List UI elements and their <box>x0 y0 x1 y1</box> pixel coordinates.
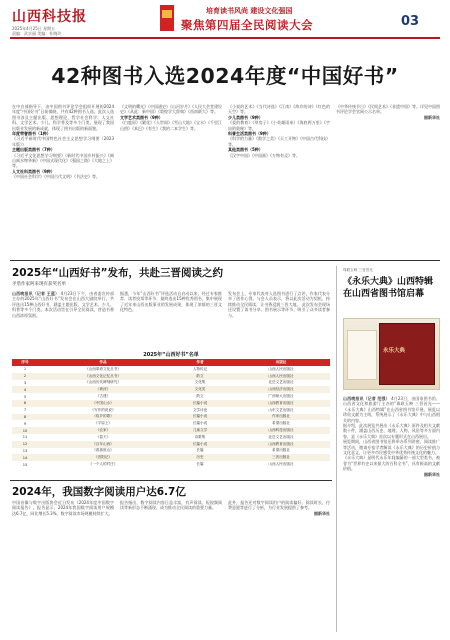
book-title: 《百年山西》 <box>38 441 168 448</box>
masthead-logo: 山西科技报 <box>12 9 87 25</box>
paragraph: 《汉字中国》《中国画》《万物有灵》等。 <box>228 152 300 158</box>
row-number: 10 <box>12 427 38 434</box>
column-divider <box>336 266 337 632</box>
book-title: 《平原上》 <box>94 421 112 426</box>
column-header: 作者 <box>168 359 232 366</box>
page-number: 03 <box>401 14 420 29</box>
paragraph: 发布会上，专家代表对入选图书进行了点评，作家代表分享了创作心得。与会人员表示，将以此次活动为契机，持续推动全民阅读，让书香浸润三晋大地。 <box>228 291 330 307</box>
book-genre: 诗歌集 <box>194 434 206 439</box>
right-title-line: 《永乐大典》山西特辑 <box>343 277 434 287</box>
article3-col3 <box>228 500 330 632</box>
editor-line: 责编：武京丽 美编：杜晓玲 <box>12 31 62 36</box>
book-genre: 历史 <box>168 454 232 461</box>
article1-col4 <box>336 104 440 256</box>
book-title: 《春天》 <box>95 434 111 439</box>
article2-col2 <box>120 291 222 347</box>
publisher: 山西教育出版社 <box>232 441 330 448</box>
section-heading: 年度荣誉图书（1种） <box>12 131 51 137</box>
publisher: 希望出版社 <box>272 448 290 453</box>
column-header: 作品 <box>38 359 168 366</box>
book-genre: 人物传记 <box>192 366 208 371</box>
book-genre: 长篇 <box>196 462 204 467</box>
publisher: 山西人民出版社 <box>268 462 294 467</box>
column-header: 出版社 <box>232 359 330 366</box>
row-number: 15 <box>22 462 28 467</box>
article1-col2 <box>120 104 222 256</box>
paragraph: 《中华传统节日》《民间艺术》《非遗中国》等。详见中国图书评论学会官网公示名单。 <box>336 104 440 115</box>
book-genre: 长篇小说 <box>168 441 232 448</box>
row-number: 8 <box>12 414 38 421</box>
book-title: 《山西历代碑刻研究》 <box>85 380 121 385</box>
book-title: 《山西文化记忆丛书》 <box>38 373 168 380</box>
book-genre: 文化类 <box>168 386 232 393</box>
article2-title: 2025年“山西好书”发布，共赴三晋阅读之约 <box>12 267 224 279</box>
publisher: 北岳文艺出版社 <box>268 380 294 385</box>
publisher: 广西师大出版社 <box>268 394 294 399</box>
book-title: 《农家》 <box>38 427 168 434</box>
table-row <box>12 373 330 380</box>
book-title: 《中国山水》 <box>38 400 168 407</box>
publisher: 希望出版社 <box>272 421 290 426</box>
right-title <box>343 276 440 300</box>
paragraph: 《习近平文化思想学习纲要》《新时代中国乡村振兴》《闽山闽水物华新》《中国式现代化》《强国之路》《大地之上》等。 <box>12 152 114 169</box>
banner-title: 聚焦第四届全民阅读大会 <box>181 18 313 32</box>
header-rule <box>10 37 440 39</box>
publisher: 山西人民出版社 <box>268 366 294 371</box>
section-heading: 少儿类图书（9种） <box>228 114 263 120</box>
table-row <box>12 448 330 455</box>
table-row <box>12 393 330 400</box>
publisher: 山西经济出版社 <box>232 386 330 393</box>
paragraph: 《中国社会科学》《中国古代文明》《书法史》等。 <box>12 174 100 180</box>
book-title: 《古建》 <box>95 394 111 399</box>
paragraph: 报告指出，数字阅读内容日益丰富，有声阅读、短视频阅读等新形态不断涌现，成为推动全民阅读的重要力量。 <box>120 500 222 511</box>
book-title: 《写作的说说》 <box>90 407 116 412</box>
right-story-body <box>343 396 440 632</box>
article2-col3 <box>228 291 330 347</box>
row-number: 12 <box>12 441 38 448</box>
table-row <box>12 407 330 414</box>
book-cover-image <box>379 323 435 385</box>
paragraph: 《爱的教育》《草房子》《小英雄雨来》《海底两万里》《宇宙的奥秘》等。 <box>228 120 330 131</box>
row-number: 4 <box>12 386 38 393</box>
article1-col1 <box>12 104 114 256</box>
section-heading: 文学艺术类图书（9种） <box>120 114 163 120</box>
table-caption: 2025年“山西好书”名单 <box>143 352 199 358</box>
publisher: 北岳文艺出版社 <box>268 434 294 439</box>
open-book-image <box>347 330 377 380</box>
row-number: 2 <box>12 373 38 380</box>
paragraph: 4月23日，由国家图书馆、山西省文化和旅游厅主办的“珠联玉映 三晋首光——《永乐大典》山西特辑”在山西省图书馆开展。展览以珍贵文献为主线，系统展示了《永乐大典》中与山西相关的内容。 <box>343 396 440 423</box>
table-row <box>12 400 330 407</box>
publisher: 山东文艺出版社 <box>268 407 294 412</box>
flag-icon <box>160 5 174 31</box>
row-number: 9 <box>23 421 27 426</box>
publisher: 三晋出版社 <box>232 454 330 461</box>
table-header-row <box>12 359 330 366</box>
row-number: 6 <box>12 400 38 407</box>
section-heading: 科普生活类图书（9种） <box>228 131 271 137</box>
date-line: 2025年4月25日 星期五 <box>12 26 56 31</box>
publisher: 山西教育出版社 <box>232 400 330 407</box>
book-title: 《看那座山》 <box>92 448 114 453</box>
row-number: 7 <box>23 408 27 413</box>
section-heading: 主题出版类图书（7种） <box>12 147 55 153</box>
article3-title: 2024年，我国数字阅读用户达6.7亿 <box>12 486 186 498</box>
paragraph: 在中宣部指导下，由中国图书评论学会组织开展的2024年度“中国好书”日前揭晓，共有42种图书入选。此次入选图书涉及主题出版、思想理论、哲学社会科学、人文社科、文学艺术、少儿、科学普及等多个门类，展现了我国出版业发展的新成就，体现了图书出版的新面貌。 <box>12 104 114 131</box>
book-title: 《故乡的歌》 <box>38 414 168 421</box>
section-heading: 其他类图书（5种） <box>228 147 263 153</box>
table-row <box>12 427 330 434</box>
book-genre: 长篇小说 <box>168 414 232 421</box>
lead: 山西晚报讯（记者 王蓝） <box>12 291 60 296</box>
row-number: 3 <box>23 380 27 385</box>
book-genre: 长篇小说 <box>168 400 232 407</box>
paragraph: 展览期间，山西省图书馆还将举办系列讲座、阅读推广等活动，邀请专家学者解读《永乐大典》的历史价值与文化意义，让更多市民感受中华优秀传统文化的魅力。 <box>343 439 440 456</box>
right-title-line: 在山西省图书馆启幕 <box>343 289 425 299</box>
paragraph: 4月23日下午，由省委宣传部主办的2025年“山西好书”发布会在山西大剧院举行，共评选出15种山西好书，涵盖主题出版、文学艺术、少儿、科普等多个门类。本次活动旨在引导全民阅读，营造书香山西浓厚氛围。 <box>12 291 114 318</box>
source-credit: 据新华社 <box>424 471 440 477</box>
table-row <box>12 434 330 441</box>
table-row <box>12 454 330 461</box>
paragraph: 《科学的力量》《数学之美》《天工开物》《中国古代科技》等。 <box>228 136 330 147</box>
paragraph: 中国音像与数字出版协会近日发布《2024年度中国数字阅读报告》。报告显示，2024年我国数字阅读用户规模达6.7亿，同比增长5.3%，数字阅读市场规模持续扩大。 <box>12 500 114 516</box>
article1-col3 <box>228 104 330 256</box>
table-row <box>12 461 330 468</box>
column-header: 序号 <box>12 359 38 366</box>
source-credit: 据新华社 <box>314 510 330 516</box>
book-genre: 散文 <box>196 394 204 399</box>
section-heading: 人文社科类图书（9种） <box>12 168 55 174</box>
table-row <box>12 366 330 373</box>
paragraph: 据悉，今年“山西好书”评选活动自启动以来，经过专家推荐、读者投票等环节，最终选出15种优秀图书，集中展现了近年来山西出版事业的发展成果，体现了浓郁的三晋文化特色。 <box>120 291 222 313</box>
book-genre: 长篇小说 <box>192 421 208 426</box>
paragraph: 《永乐大典》是明代永乐年间编纂的一部大型类书，被誉为“世界有史以来最大的百科全书”，具有极高的文献价值。 <box>343 455 440 472</box>
article2-col1 <box>12 291 114 347</box>
book-title: 《一个人的村庄》 <box>88 462 118 467</box>
publisher: 山西人民出版社 <box>232 373 330 380</box>
book-title: 《山西革命文化丛书》 <box>85 366 121 371</box>
right-kicker: 珠联玉映 三晋首光 <box>343 268 373 272</box>
publisher: 山西科技出版社 <box>232 427 330 434</box>
row-number: 14 <box>12 454 38 461</box>
book-genre: 文化集 <box>194 380 206 385</box>
table-row <box>12 386 330 393</box>
table-row <box>12 414 330 421</box>
row-number: 5 <box>23 394 27 399</box>
banner-tagline: 培育读书风尚 建设文化强国 <box>206 7 293 15</box>
cover-title: 永乐大典 <box>383 348 406 354</box>
row-number: 1 <box>23 367 27 372</box>
paragraph: 此次发布会现场还设置了读书分享、图书展示等环节，吸引了众多读者参与。 <box>228 301 330 318</box>
table-row <box>12 420 330 427</box>
paragraph: 《小说的艺术》《当代诗选》《江南》《故乡的诗》《红色的天空》等。 <box>228 104 330 115</box>
lead: 山西晚报讯（记者 范强） <box>343 396 390 401</box>
row-number: 13 <box>22 448 28 453</box>
paragraph: 《文明的曙光》《中国通史》《山河岁月》《人民大会堂建设史》《从此：新中国》《敦煌学大辞典》《西南联大》等。 <box>120 104 222 115</box>
book-genre: 文学评论 <box>192 407 208 412</box>
table-row <box>12 380 330 387</box>
book-list-table <box>12 359 330 468</box>
source-credit: 据新华社 <box>424 114 440 120</box>
section-divider <box>10 480 332 481</box>
paragraph: 《习近平新时代中国特色社会主义思想学习纲要（2023年版）》 <box>12 136 114 147</box>
table-row <box>12 441 330 448</box>
book-genre: 散文 <box>168 373 232 380</box>
main-headline: 42种图书入选2024年度“中国好书” <box>51 64 399 88</box>
row-number: 11 <box>22 435 28 440</box>
section-divider <box>10 260 440 261</box>
paragraph: 据介绍，此次展览共展出《永乐大典》原件及相关文献数十件，涵盖山西历史、地理、人物、风俗等多方面内容，是《永乐大典》首次以专题形式在山西展出。 <box>343 423 440 439</box>
book-title: 《晋阳记》 <box>38 454 168 461</box>
publisher: 作家出版社 <box>232 414 330 421</box>
book-genre: 儿童文学 <box>168 427 232 434</box>
paragraph: 此外，报告还对数字阅读用户的阅读偏好、阅读时长、付费意愿等进行了分析，为行业发展提供了参考。 <box>228 500 330 511</box>
paragraph: 《白鹿原》《繁花》《人世间》《雪山大地》《宝水》《千里江山图》《本巴》《有生》《我的二本学生》等。 <box>120 120 222 131</box>
article3-col1 <box>12 500 114 632</box>
book-genre: 长篇 <box>196 448 204 453</box>
book-title: 《黄河》 <box>38 386 168 393</box>
article2-subtitle: 矛盾作家阿来现有获奖名单 <box>12 282 66 287</box>
dateline <box>12 26 102 36</box>
article3-col2 <box>120 500 222 632</box>
